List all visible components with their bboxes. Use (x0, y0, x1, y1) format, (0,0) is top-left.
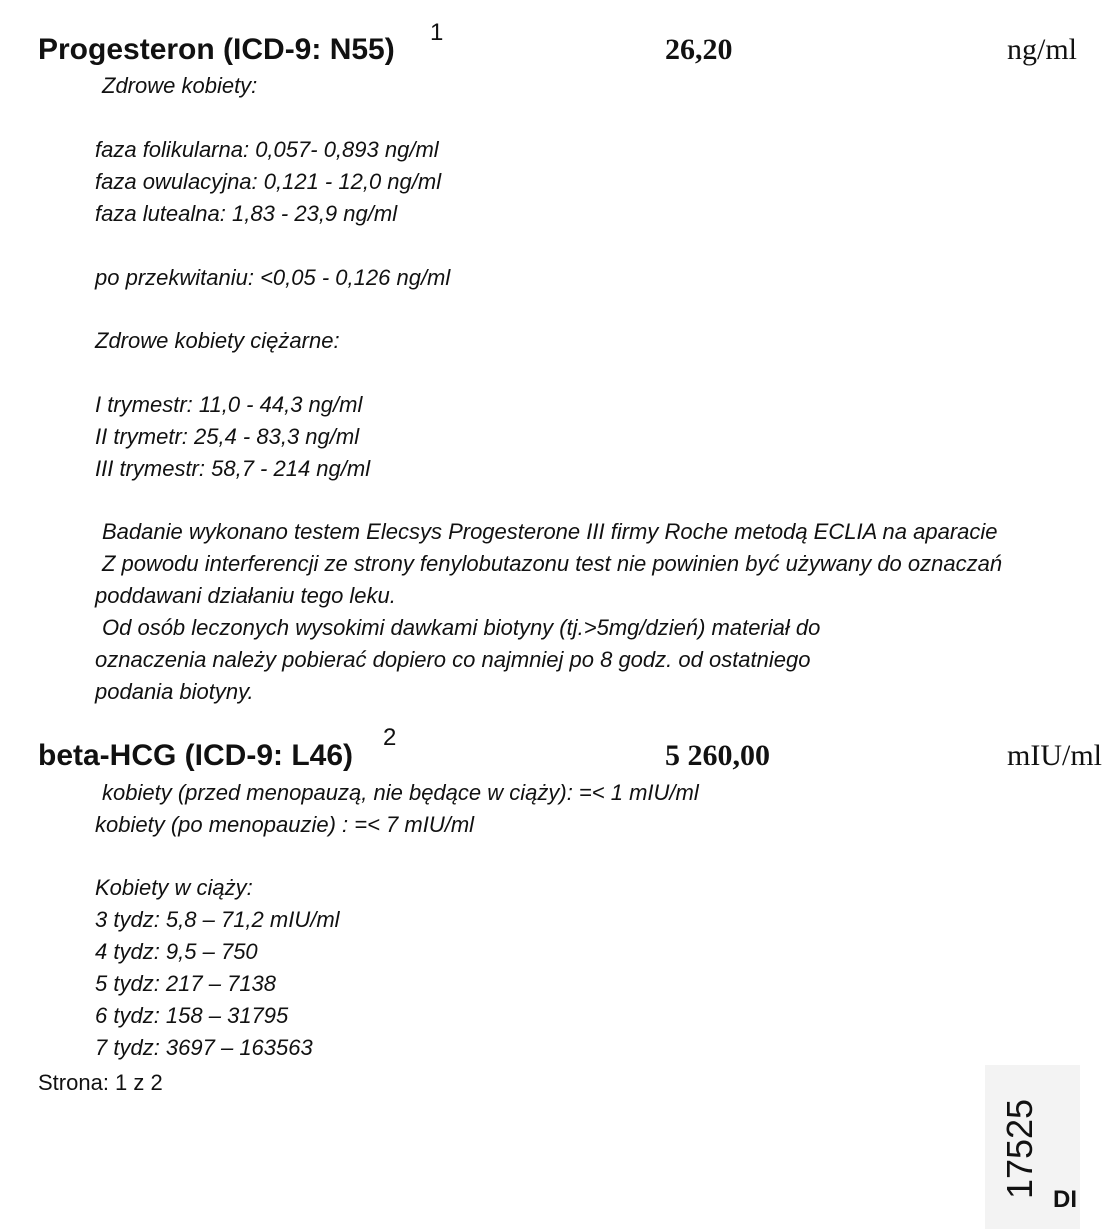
progesteron-ref-luteal: faza lutealna: 1,83 - 23,9 ng/ml (95, 201, 398, 226)
progesteron-ref-healthy-women: Zdrowe kobiety: (102, 73, 258, 98)
beta-hcg-ref-week-7: 7 tydz: 3697 – 163563 (95, 1035, 313, 1060)
beta-hcg-footnote-marker: 2 (383, 724, 397, 751)
page-indicator: Strona: 1 z 2 (38, 1070, 163, 1095)
sample-number-text: 17525 (999, 1098, 1040, 1200)
progesteron-footnote-marker: 1 (430, 19, 444, 46)
beta-hcg-ref-premenopause: kobiety (przed menopauzą, nie będące w ciąży): =< 1 mIU/ml (102, 780, 699, 805)
progesteron-interference-note-cont: poddawani działaniu tego leku. (95, 583, 396, 608)
progesteron-ref-pregnant-heading: Zdrowe kobiety ciężarne: (95, 328, 340, 353)
progesteron-ref-trimester-3: III trymestr: 58,7 - 214 ng/ml (95, 456, 371, 481)
progesteron-test-name: Progesteron (ICD-9: N55) (38, 33, 395, 66)
progesteron-interference-note: Z powodu interferencji ze strony fenylobutazonu test nie powinien być używany do oznaczań (102, 551, 1003, 576)
progesteron-result-unit: ng/ml (1007, 33, 1078, 66)
beta-hcg-ref-week-5: 5 tydz: 217 – 7138 (95, 971, 277, 996)
progesteron-biotin-note-end: podania biotyny. (95, 679, 254, 704)
progesteron-biotin-note-cont: oznaczenia należy pobierać dopiero co najmniej po 8 godz. od ostatniego (95, 647, 811, 672)
sample-code: DI (1053, 1186, 1077, 1213)
beta-hcg-result-unit: mIU/ml (1007, 739, 1102, 772)
beta-hcg-test-name: beta-HCG (ICD-9: L46) (38, 739, 354, 772)
beta-hcg-ref-postmenopause: kobiety (po menopauzie) : =< 7 mIU/ml (95, 812, 475, 837)
beta-hcg-result-value: 5 260,00 (665, 739, 770, 772)
beta-hcg-ref-week-4: 4 tydz: 9,5 – 750 (95, 939, 258, 964)
beta-hcg-ref-week-3: 3 tydz: 5,8 – 71,2 mIU/ml (95, 907, 340, 932)
progesteron-biotin-note: Od osób leczonych wysokimi dawkami biotyny (tj.>5mg/dzień) materiał do (102, 615, 821, 640)
progesteron-result-value: 26,20 (665, 33, 733, 66)
progesteron-ref-follicular: faza folikularna: 0,057- 0,893 ng/ml (95, 137, 439, 162)
beta-hcg-ref-week-6: 6 tydz: 158 – 31795 (95, 1003, 289, 1028)
beta-hcg-ref-pregnant-heading: Kobiety w ciąży: (95, 875, 253, 900)
progesteron-method-note: Badanie wykonano testem Elecsys Progesterone III firmy Roche metodą ECLIA na aparacie (102, 519, 998, 544)
progesteron-ref-trimester-1: I trymestr: 11,0 - 44,3 ng/ml (95, 392, 363, 417)
progesteron-ref-postmenopause: po przekwitaniu: <0,05 - 0,126 ng/ml (95, 265, 451, 290)
progesteron-ref-trimester-2: II trymetr: 25,4 - 83,3 ng/ml (95, 424, 360, 449)
progesteron-ref-ovulatory: faza owulacyjna: 0,121 - 12,0 ng/ml (95, 169, 442, 194)
sample-number (1000, 1090, 1040, 1208)
